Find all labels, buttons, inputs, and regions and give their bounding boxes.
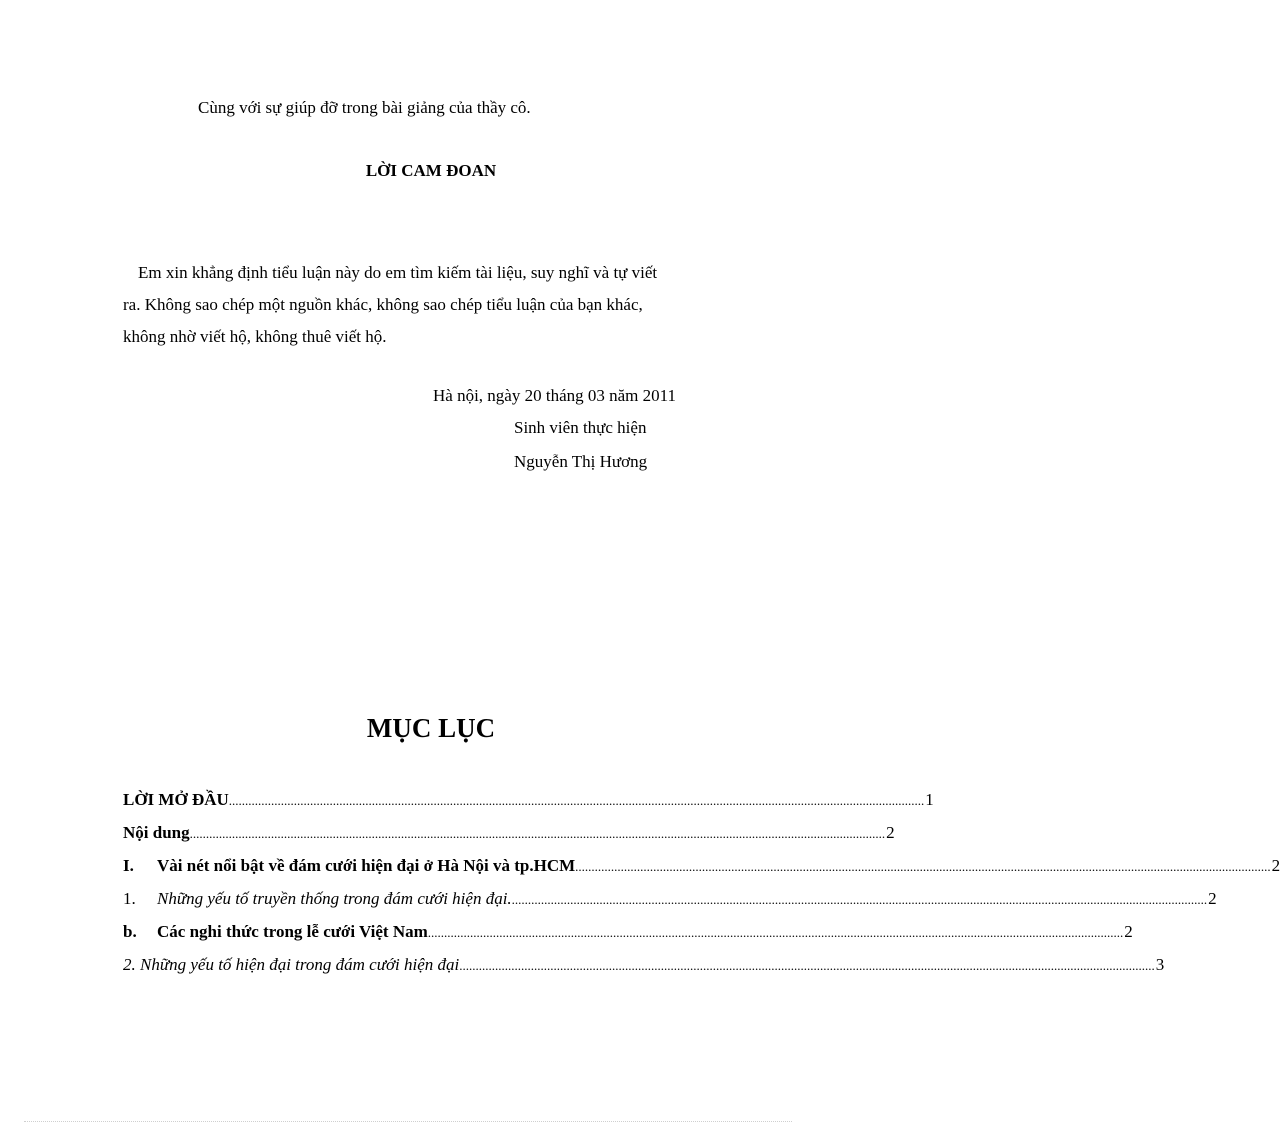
toc-page-number: 2	[1208, 889, 1217, 908]
toc-page-number: 2	[1271, 856, 1280, 875]
intro-sentence: Cùng với sự giúp đỡ trong bài giảng của thầy cô.	[198, 98, 531, 117]
toc-entry-subsection-b[interactable]	[123, 922, 1133, 955]
commitment-title: LỜI CAM ĐOAN	[365, 161, 497, 180]
signature-name: Nguyễn Thị Hương	[514, 452, 648, 471]
toc-entry-text: LỜI MỞ ĐẦU	[123, 790, 229, 809]
toc-page-number: 1	[925, 790, 934, 809]
toc-entry-content[interactable]	[123, 823, 895, 856]
toc-leader-dots: ......................................................................................................................................................................................................................	[189, 826, 886, 841]
toc-page-number: 2	[886, 823, 895, 842]
commitment-paragraph	[123, 257, 723, 353]
toc-leader-dots: ......................................................................................................................................................................................................................	[427, 925, 1124, 940]
table-of-contents	[123, 790, 1280, 988]
toc-entry-number: b.	[123, 922, 137, 941]
page-bottom-divider	[24, 1121, 792, 1122]
toc-entry-text: Vài nét nổi bật về đám cưới hiện đại ở Hà Nội và tp.HCM	[157, 856, 576, 875]
commitment-line-1: Em xin khẳng định tiểu luận này do em tìm kiếm tài liệu, suy nghĩ và tự viết	[138, 263, 658, 282]
toc-page-number: 2	[1124, 922, 1133, 941]
toc-leader-dots: ......................................................................................................................................................................................................................	[511, 892, 1208, 907]
toc-page-number: 3	[1155, 955, 1165, 974]
toc-title: MỤC LỤC	[366, 713, 496, 743]
toc-entry-text: 2. Những yếu tố hiện đại trong đám cưới hiện đại	[123, 955, 460, 974]
toc-entry-subsection-1[interactable]	[123, 889, 1217, 922]
toc-entry-text: Các nghi thức trong lễ cưới Việt Nam	[157, 922, 428, 941]
commitment-line-2: ra. Không sao chép một nguồn khác, không sao chép tiểu luận của bạn khác,	[123, 295, 643, 314]
toc-leader-dots: ......................................................................................................................................................................................................................	[459, 958, 1155, 973]
toc-entry-text: Nội dung	[123, 823, 190, 842]
toc-entry-subsection-2[interactable]	[123, 955, 1165, 988]
toc-leader-dots: ......................................................................................................................................................................................................................	[575, 859, 1271, 874]
toc-entry-intro[interactable]	[123, 790, 934, 823]
signature-role: Sinh viên thực hiện	[514, 418, 647, 437]
signature-date: Hà nội, ngày 20 tháng 03 năm 2011	[433, 386, 676, 405]
toc-entry-section-1[interactable]	[123, 856, 1280, 889]
toc-entry-text: Những yếu tố truyền thống trong đám cưới hiện đại.	[157, 889, 512, 908]
toc-entry-number: 1.	[123, 889, 136, 908]
commitment-line-3: không nhờ viết hộ, không thuê viết hộ.	[123, 327, 387, 346]
toc-entry-number: I.	[123, 856, 134, 875]
toc-leader-dots: ......................................................................................................................................................................................................................	[228, 793, 925, 808]
